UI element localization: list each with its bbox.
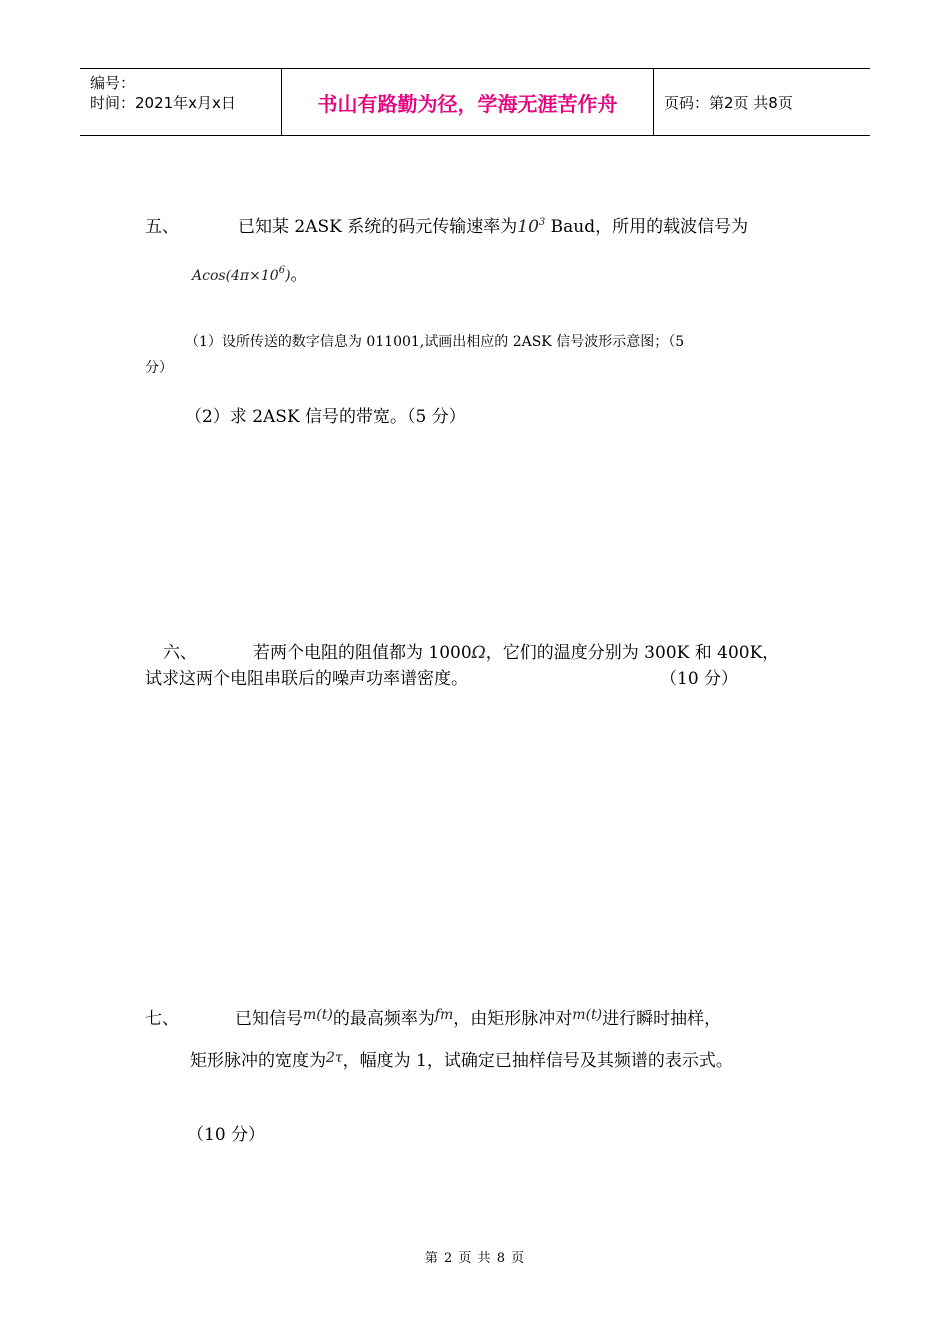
q7-line2 [190,1046,733,1071]
q7-two-tau: 2τ [326,1050,343,1066]
q5-line1-text-a: 已知某 2ASK 系统的码元传输速率为 [238,217,518,237]
q6-line2: 试求这两个电阻串联后的噪声功率谱密度。 [145,669,468,689]
q7-number: 七、 [145,1009,179,1029]
q7-line1 [235,1004,721,1029]
time-label: 时间：2021年x月x日 [90,94,236,112]
q5-part1-line2: 分） [145,360,173,376]
q5-rate [517,217,545,237]
q5-number: 五、 [145,217,179,237]
q6-number: 六、 [163,643,197,663]
q6-omega: Ω [471,643,486,663]
q6-line1 [253,638,779,663]
q7-f-m: fm [434,1007,454,1023]
q7-score: （10 分） [187,1125,266,1145]
q5-carrier [192,260,308,285]
q7-m-t2: m(t) [572,1007,603,1023]
q6-line1-text-b: ，它们的温度分别为 300K 和 400K， [485,643,780,663]
q5-part1-line1: （1）设所传送的数字信息为 011001,试画出相应的 2ASK 信号波形示意图；（5 [185,334,685,350]
q5-rate-exp: 3 [538,217,546,228]
q7-line2-text-b: ，幅度为 1，试确定已抽样信号及其频谱的表示式。 [342,1051,733,1071]
motto: 书山有路勤为径，学海无涯苦作舟 [282,69,654,135]
q7-m-t: m(t) [303,1007,333,1023]
q6-line1-text-a: 若两个电阻的阻值都为 1000 [253,643,472,663]
q5-carrier-formula [192,265,291,284]
q5-rate-base: 10 [517,217,539,237]
q5-carrier-a: Acos(4π×10 [192,268,279,284]
q7-line1-text-d: 进行瞬时抽样， [602,1009,722,1029]
page-footer: 第 2 页 共 8 页 [424,1251,526,1266]
q5-carrier-b: ) [285,268,291,284]
q7-line1-text-a: 已知信号 [235,1009,303,1029]
page-header [80,68,870,136]
page-info: 页码：第2页 共8页 [664,93,793,112]
q5-carrier-exp: 6 [278,265,286,276]
q6-score: （10 分） [660,669,739,689]
q5-line1-text-b: Baud，所用的载波信号为 [545,217,749,237]
number-label: 编号： [90,74,136,92]
q7-line2-text-a: 矩形脉冲的宽度为 [190,1051,326,1071]
q5-line1 [238,212,748,237]
q5-carrier-end: 。 [290,265,308,285]
q7-line1-text-b: 的最高频率为 [332,1009,435,1029]
header-left-cell [80,69,282,135]
q7-line1-text-c: ，由矩形脉冲对 [453,1009,573,1029]
q5-part2: （2）求 2ASK 信号的带宽。（5 分） [185,407,466,427]
